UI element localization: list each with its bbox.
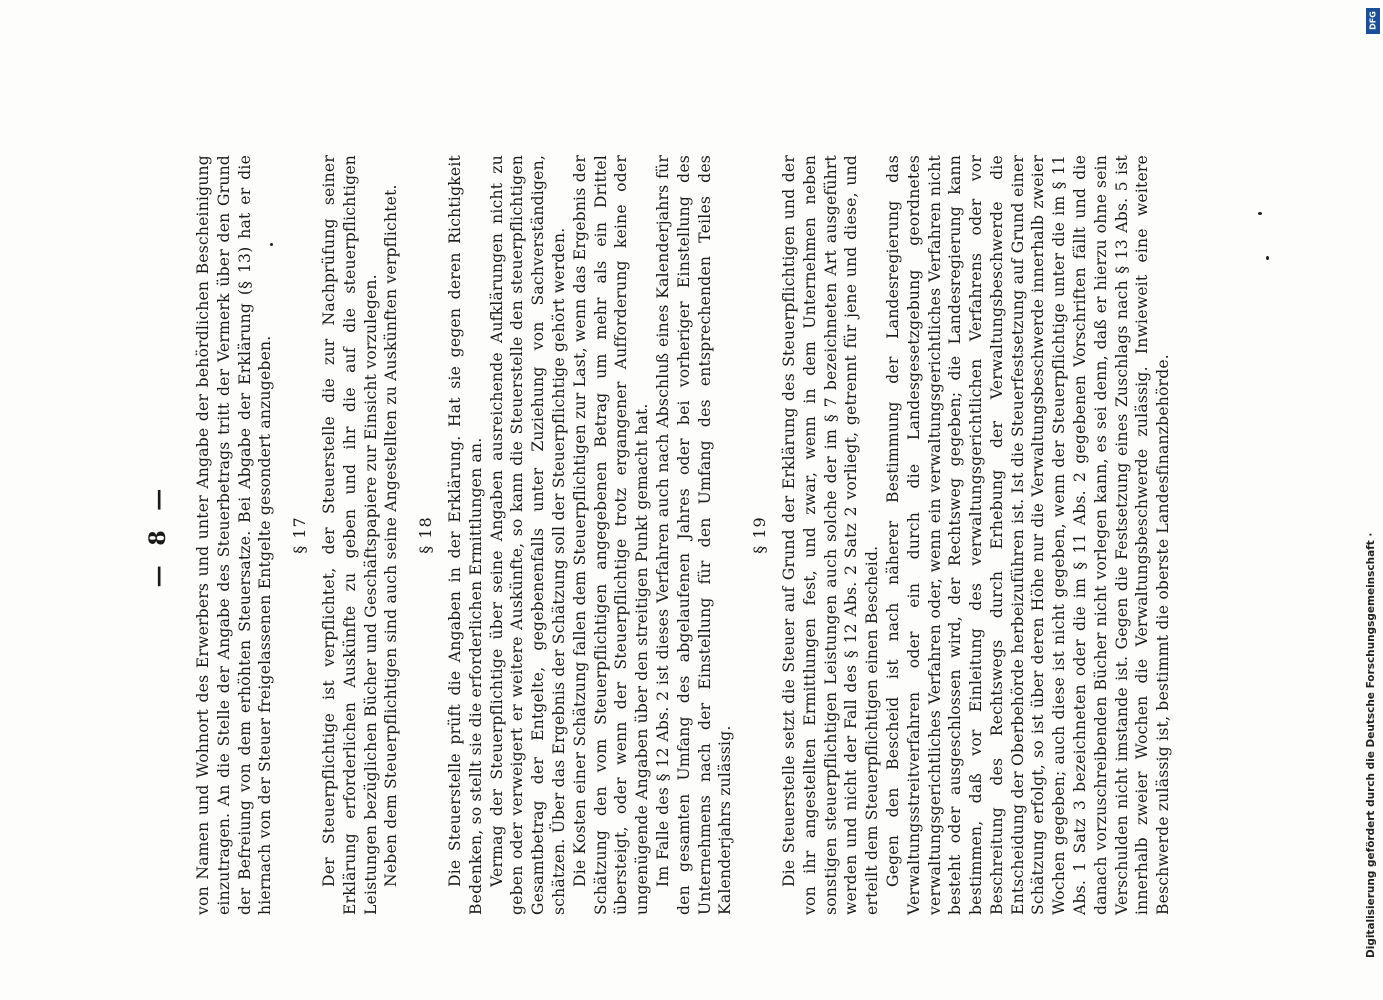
section-17-paragraph: Neben dem Steuerpflichtigen sind auch seine Angestellten zu Auskünften verpflichtet. bbox=[382, 184, 401, 887]
paragraph-intro: von Namen und Wohnort des Erwerbers und unter Angabe der behördlichen Bescheinigung einzutragen. An die Stelle der Angabe des Steuerbetrags tritt der Vermerk über den Grund der Befreiung von dem erhöhten Steuersatze. Bei Abgabe der Erklärung (§ 13) hat er die hiernach von der Steuer freigelassenen Entgelte gesondert anzugeben. bbox=[194, 155, 275, 915]
section-17-heading: § 17 bbox=[290, 516, 310, 554]
dfg-logo-text: DFG bbox=[1368, 11, 1378, 30]
credit-text: Digitalisierung gefördert durch die Deutsche Forschungsgemeinschaft · bbox=[1365, 532, 1377, 958]
document-body bbox=[193, 155, 1174, 915]
section-17-paragraph: Der Steuerpflichtige ist verpflichtet, der Steuerstelle die zur Nachprüfung seiner Erklärung erforderlichen Auskünfte zu geben und ihr die auf die steuerpflichtigen Leistungen bezüglichen Bücher und Geschäftspapiere zur Einsicht vorzulegen. bbox=[319, 155, 380, 915]
section-18-paragraph: Die Steuerstelle prüft die Angaben in der Erklärung. Hat sie gegen deren Richtigkeit Bedenken, so stellt sie die erforderlichen Ermittlungen an. bbox=[445, 155, 485, 915]
section-18-paragraph: Im Falle des § 12 Abs. 2 ist dieses Verfahren auch nach Abschluß eines Kalenderjahrs für den gesamten Umfang des abgelaufenen Jahres oder bei vorheriger Einstellung des Unternehmens nach der Einstellung für den Umfang des entsprechenden Teiles des Kalenderjahrs zulässig. bbox=[653, 155, 735, 915]
section-18-paragraph: Vermag der Steuerpflichtige über seine Angaben ausreichende Aufklärungen nicht zu geben oder verweigert er weitere Auskünfte, so kann die Steuerstelle den steuerpflichtigen Gesamtbetrag der Entgelte, gegebenenfalls unter Zuziehung von Sachverständigen, schätzen. Über das Ergebnis der Schätzung soll der Steuerpflichtige gehört werden. bbox=[487, 155, 568, 915]
section-19-heading: § 19 bbox=[750, 516, 770, 554]
section-18-paragraph: Die Kosten einer Schätzung fallen dem Steuerpflichtigen zur Last, wenn das Ergebnis der Schätzung den vom Steuerpflichtigen angegebenen Betrag um mehr als ein Drittel übersteigt, oder wenn der Steuerpflichtige trotz ergangener Aufforderung keine oder ungenügende Angaben über den streitigen Punkt gemacht hat. bbox=[570, 155, 652, 915]
page-number: — 8 — bbox=[145, 482, 171, 588]
section-18-heading: § 18 bbox=[416, 516, 436, 554]
scanned-document-page bbox=[145, 155, 1255, 915]
scan-speck bbox=[1258, 212, 1262, 215]
scan-speck bbox=[1266, 256, 1269, 260]
section-19-paragraph: Gegen den Bescheid ist nach näherer Bestimmung der Landesregierung das Verwaltungsstreitverfahren oder ein durch die Landesgesetzgebung geordnetes verwaltungsgerichtliches Verfahren oder, wenn ein verwaltungsgerichtliches Verfahren nicht besteht oder ausgeschlossen wird, der Rechtsweg gegeben; die Landesregierung kann bestimmen, daß vor Einleitung des verwaltungsgerichtlichen Verfahrens oder vor Beschreitung des Rechtswegs durch Erhebung der Verwaltungsbeschwerde die Entscheidung der Oberbehörde herbeizuführen ist. Ist die Steuerfestsetzung auf Grund einer Schätzung erfolgt, so ist über deren Höhe nur die Verwaltungsbeschwerde innerhalb zweier Wochen gegeben; auch diese ist nicht gegeben, wenn der Steuerpflichtige unter die im § 11 Abs. 1 Satz 3 bezeichneten oder die im § 11 Abs. 2 gegebenen Vorschriften fällt und die danach vorzuschreibenden Bücher nicht vorlegen kann, es sei denn, daß er hierzu ohne sein Verschulden nicht imstande ist. Gegen die Festsetzung eines Zuschlags nach § 13 Abs. 5 ist innerhalb zweier Wochen die Verwaltungsbeschwerde zulässig. Inwieweit eine weitere Beschwerde zulässig ist, bestimmt die oberste Landesfinanzbehörde. bbox=[883, 155, 1173, 915]
digitization-credit bbox=[1363, 0, 1383, 1000]
scan-speck bbox=[270, 243, 273, 246]
section-19-paragraph: Die Steuerstelle setzt die Steuer auf Grund der Erklärung des Steuerpflichtigen und der von ihr angestellten Ermittlungen fest, und zwar, wenn in dem Unternehmen neben sonstigen steuerpflichtigen Leistungen auch solche der im § 7 bezeichneten Art ausgeführt werden und nicht der Fall des § 12 Abs. 2 Satz 2 vorliegt, getrennt für jene und diese, und erteilt dem Steuerpflichtigen einen Bescheid. bbox=[779, 155, 882, 915]
